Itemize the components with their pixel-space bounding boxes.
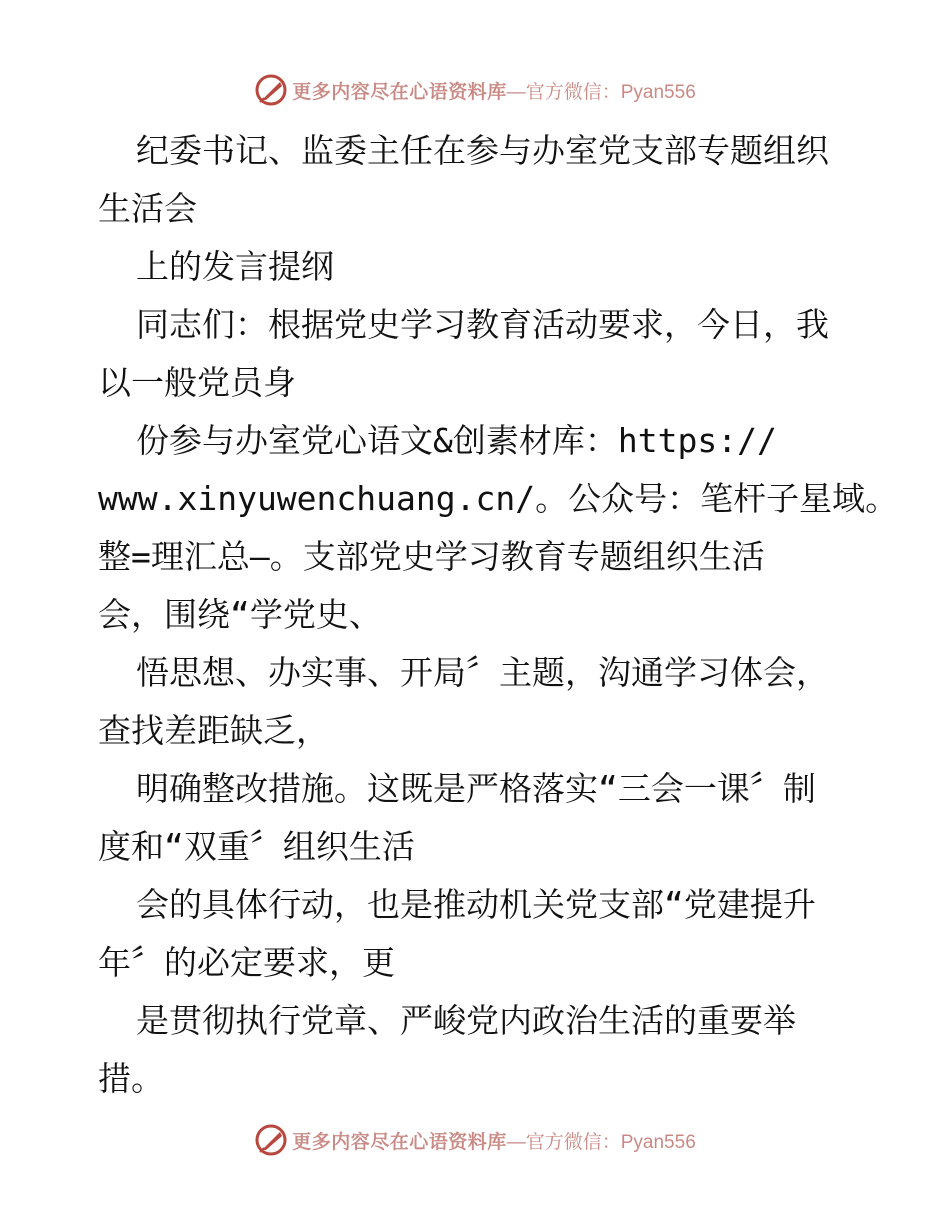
- text-line: 度和“双重〞组织生活: [98, 827, 415, 866]
- footer-watermark: [0, 1120, 950, 1160]
- footer-watermark-main-text: 更多内容尽在心语资料库: [292, 1130, 507, 1153]
- header-watermark-sub-text: —官方微信：Pyan556: [506, 81, 696, 103]
- text-line: www.xinyuwenchuang.cn/。公众号：笔杆子星域。: [98, 479, 899, 518]
- text-line: 以一般党员身: [98, 363, 296, 402]
- text-line: 纪委书记、监委主任在参与办室党支部专题组织: [136, 131, 829, 170]
- text-line: 份参与办室党心语文&创素材库：https://: [136, 421, 777, 460]
- text-line: 生活会: [98, 189, 197, 228]
- quill-logo-icon: [254, 1123, 288, 1157]
- text-line: 整=理汇总—。支部党史学习教育专题组织生活: [98, 537, 765, 576]
- text-line: 会的具体行动，也是推动机关党支部“党建提升: [136, 885, 816, 924]
- text-line: 是贯彻执行党章、严峻党内政治生活的重要举: [136, 1001, 796, 1040]
- text-line: 会，围绕“学党史、: [98, 595, 382, 634]
- footer-watermark-sub-text: —官方微信：Pyan556: [506, 1131, 696, 1153]
- header-watermark-main-text: 更多内容尽在心语资料库: [292, 80, 507, 103]
- text-line: 悟思想、办实事、开局〞主题，沟通学习体会，: [136, 653, 829, 692]
- text-line: 查找差距缺乏，: [98, 711, 329, 750]
- header-watermark: [0, 70, 950, 110]
- text-line: 明确整改措施。这既是严格落实“三会一课〞制: [136, 769, 816, 808]
- document-body: [98, 122, 899, 1108]
- quill-logo-icon: [254, 73, 288, 107]
- text-line: 措。: [98, 1059, 164, 1098]
- text-line: 年〞的必定要求，更: [98, 943, 395, 982]
- text-line: 同志们：根据党史学习教育活动要求，今日，我: [136, 305, 829, 344]
- text-line: 上的发言提纲: [136, 247, 334, 286]
